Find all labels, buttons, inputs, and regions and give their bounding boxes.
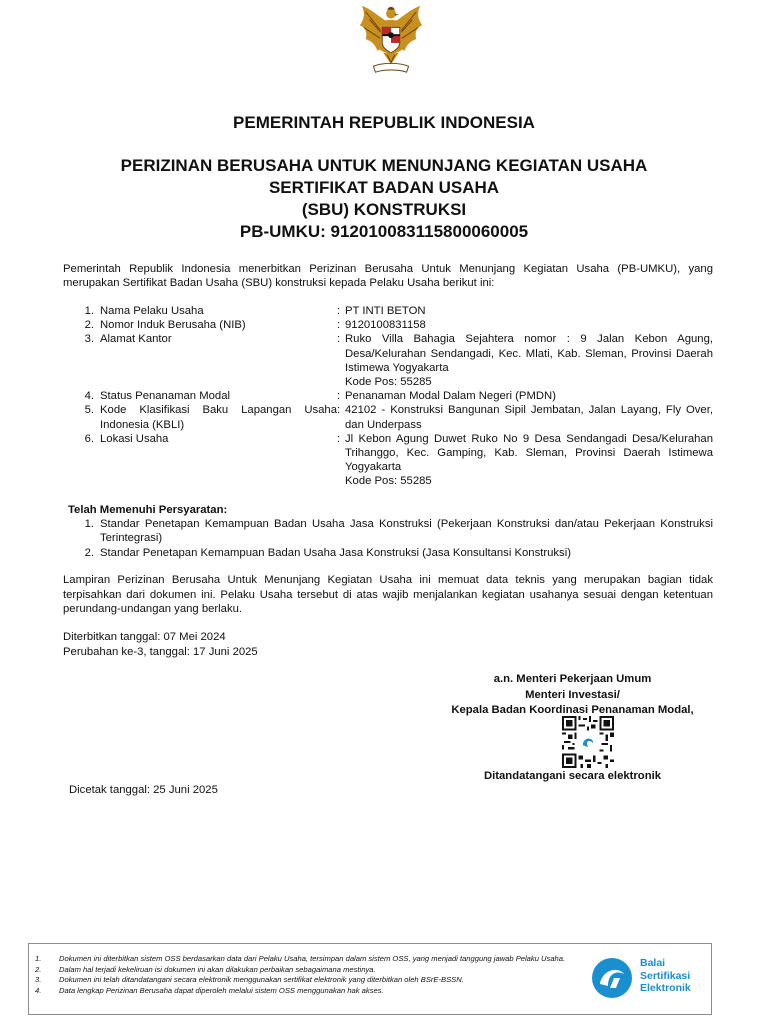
bsre-logo-text: Balai Sertifikasi Elektronik (640, 957, 691, 994)
postal-code: Kode Pos: 55285 (345, 475, 432, 488)
detail-value: 42102 - Konstruksi Bangunan Sipil Jembatan, Jalan Layang, Fly Over, dan Underpass (345, 404, 713, 431)
detail-value: Penanaman Modal Dalam Negeri (PMDN) (345, 390, 556, 403)
business-details (63, 304, 713, 489)
detail-value: Jl Kebon Agung Duwet Ruko No 9 Desa Sendangadi Desa/Kelurahan Trihanggo, Kec. Gamping, Kab. Sleman, Provinsi Daerah Istimewa Yogyakarta Kode Pos: 55285 (345, 432, 713, 488)
detail-row: 4. Status Penanaman Modal : Penanaman Modal Dalam Negeri (PMDN) (63, 389, 713, 403)
requirements-section (68, 503, 713, 560)
electronic-signature-label: Ditandatangani secara elektronik (483, 770, 662, 782)
title-line: PERIZINAN BERUSAHA UNTUK MENUNJANG KEGIATAN USAHA (120, 156, 648, 175)
detail-label: Status Penanaman Modal (100, 390, 230, 403)
certificate-title (0, 155, 768, 243)
detail-label: Nomor Induk Berusaha (NIB) (100, 319, 246, 332)
issued-date: Diterbitkan tanggal: 07 Mei 2024 (63, 631, 226, 643)
footer-note: 1. Dokumen ini diterbitkan sistem OSS berdasarkan data dari Pelaku Usaha, tersimpan dalam sistem OSS, yang menjadi tanggung jawab Pelaku Usaha. (35, 954, 566, 963)
revision-date: Perubahan ke-3, tanggal: 17 Juni 2025 (63, 646, 258, 658)
detail-row: 2. Nomor Induk Berusaha (NIB) : 9120100831158 (63, 318, 713, 332)
detail-row: 5. Kode Klasifikasi Baku Lapangan Usaha Indonesia (KBLI) : 42102 - Konstruksi Bangunan Sipil Jembatan, Jalan Layang, Fly Over, dan Underpass (84, 404, 713, 431)
footer-box (28, 943, 712, 1015)
detail-value: Ruko Villa Bahagia Sejahtera nomor : 9 Jalan Kebon Agung, Desa/Kelurahan Sendangadi, Kec. Mlati, Kab. Sleman, Provinsi Daerah Istimewa Yogyakarta Kode Pos: 55285 (345, 333, 713, 389)
footer-note: 4. Data lengkap Perizinan Berusaha dapat diperoleh melalui sistem OSS menggunakan hak akses. (35, 985, 384, 995)
intro-paragraph: Pemerintah Republik Indonesia menerbitkan Perizinan Berusaha Untuk Menunjang Kegiatan Usaha (PB-UMKU), yang merupakan Sertifikat Badan Usaha (SBU) konstruksi kepada Pelaku Usaha berikut ini: (63, 263, 713, 289)
bsre-logo-icon (590, 956, 634, 1000)
footer-notes (35, 954, 584, 996)
signatory-line: Menteri Investasi/ (525, 688, 620, 701)
detail-label: Nama Pelaku Usaha (100, 305, 204, 317)
detail-label: Alamat Kantor (100, 333, 172, 346)
qr-code-icon (562, 716, 614, 768)
signatory-line: Kepala Badan Koordinasi Penanaman Modal, (451, 704, 694, 716)
signatory-line: a.n. Menteri Pekerjaan Umum (493, 673, 652, 685)
detail-row: 1. Nama Pelaku Usaha : PT INTI BETON (63, 304, 713, 318)
detail-label: Lokasi Usaha (100, 432, 169, 445)
garuda-emblem-icon (352, 2, 430, 80)
detail-label: Kode Klasifikasi Baku Lapangan Usaha Indonesia (KBLI) (100, 404, 337, 431)
footer-note: 3. Dokumen ini telah ditandatangani secara elektronik menggunakan sertifikat elektronik yang diterbitkan oleh BSrE-BSSN. (35, 975, 464, 984)
detail-row: 3. Alamat Kantor : Ruko Villa Bahagia Sejahtera nomor : 9 Jalan Kebon Agung, Desa/Kelurahan Sendangadi, Kec. Mlati, Kab. Sleman, Provinsi Daerah Istimewa Yogyakarta Kode Pos: 55285 (84, 333, 713, 389)
postal-code: Kode Pos: 55285 (345, 376, 432, 389)
detail-value: 9120100831158 (345, 319, 426, 332)
government-heading: PEMERINTAH REPUBLIK INDONESIA (233, 113, 535, 132)
requirements-title: Telah Memenuhi Persyaratan: (68, 504, 228, 516)
printed-date: Dicetak tanggal: 25 Juni 2025 (69, 784, 218, 796)
footer-note: 2. Dalam hal terjadi kekeliruan isi dokumen ini akan dilakukan perbaikan sebagaimana mestinya. (35, 964, 376, 974)
bsre-logo (590, 954, 710, 1004)
attachment-note: Lampiran Perizinan Berusaha Untuk Menunjang Kegiatan Usaha ini memuat data teknis yang merupakan bagian tidak terpisahkan dari dokumen ini. Pelaku Usaha tersebut di atas wajib menjalankan kegiatan usahanya sesuai dengan ketentuan perundang-undangan yang berlaku. (63, 574, 713, 615)
issue-dates (63, 630, 258, 660)
detail-row: 6. Lokasi Usaha : Jl Kebon Agung Duwet Ruko No 9 Desa Sendangadi Desa/Kelurahan Trihanggo, Kec. Gamping, Kab. Sleman, Provinsi Daerah Istimewa Yogyakarta Kode Pos: 55285 (84, 432, 713, 488)
title-line: SERTIFIKAT BADAN USAHA (268, 178, 500, 197)
signature-block (430, 672, 715, 719)
title-line: (SBU) KONSTRUKSI (301, 200, 467, 219)
requirement-item: 1. Standar Penetapan Kemampuan Badan Usaha Jasa Konstruksi (Pekerjaan Konstruksi dan/atau Pekerjaan Konstruksi Terintegrasi) (84, 518, 713, 545)
detail-value: PT INTI BETON (345, 305, 426, 317)
requirement-item: 2. Standar Penetapan Kemampuan Badan Usaha Jasa Konstruksi (Jasa Konsultansi Konstruksi) (84, 546, 571, 559)
license-number: PB-UMKU: 912010083115800060005 (239, 222, 529, 241)
